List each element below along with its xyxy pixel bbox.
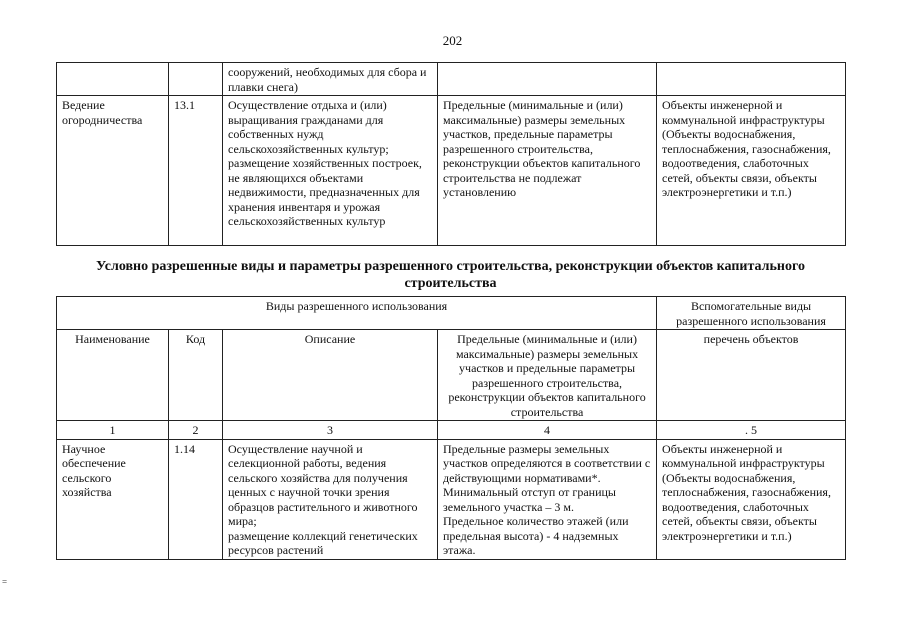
- params-paragraph: Предельное количество этажей (или предельная высота) - 4 надземных этажа.: [443, 514, 629, 557]
- cell-name: Ведение огородничества: [57, 96, 169, 246]
- table-permitted-uses-continued: [56, 62, 846, 246]
- description-paragraph: Осуществление научной и селекционной работы, ведения сельского хозяйства для получения ценных с научной точки зрения образцов растительного и животного мира;: [228, 441, 418, 528]
- column-number-row: [57, 421, 846, 440]
- header-auxiliary-uses: Вспомогательные виды разрешенного использования: [657, 297, 846, 330]
- table-conditional-uses: [56, 296, 846, 560]
- table-row: [57, 439, 846, 559]
- params-paragraph: Минимальный отступ от границы земельного участка – 3 м.: [443, 485, 616, 514]
- column-number: 3: [223, 421, 438, 440]
- column-header-code: Код: [169, 330, 223, 421]
- cell-name: Научное обеспечение сельского хозяйства: [57, 439, 169, 559]
- table-header-row: [57, 297, 846, 330]
- column-number: 4: [438, 421, 657, 440]
- section-heading: Условно разрешенные виды и параметры разрешенного строительства, реконструкции объектов капитального строительства: [96, 259, 805, 291]
- cell-code: 1.14: [169, 439, 223, 559]
- cell-params: [438, 63, 657, 96]
- column-number: . 5: [657, 421, 846, 440]
- column-number: 1: [57, 421, 169, 440]
- cell-code: [169, 63, 223, 96]
- cell-auxiliary: [657, 63, 846, 96]
- margin-mark: =: [2, 577, 8, 587]
- cell-params: Предельные (минимальные и (или) максимальные) размеры земельных участков, предельные параметры разрешенного строительства, реконструкции объектов капитального строительства не подлежат установлению: [438, 96, 657, 246]
- cell-description: Осуществление отдыха и (или) выращивания гражданами для собственных нужд сельскохозяйственных культур; размещение хозяйственных построек, не являющихся объектами недвижимости, предназначенных для хранения инвентаря и урожая сельскохозяйственных культур: [223, 96, 438, 246]
- header-permitted-uses: Виды разрешенного использования: [57, 297, 657, 330]
- description-paragraph: размещение коллекций генетических ресурсов растений: [228, 528, 418, 557]
- column-header-name: Наименование: [57, 330, 169, 421]
- page-number: 202: [442, 33, 463, 48]
- column-header-params: Предельные (минимальные и (или) максимальные) размеры земельных участков и предельные параметры разрешенного строительства, реконструкции объектов капитального строительства: [438, 330, 657, 421]
- column-header-description: Описание: [223, 330, 438, 421]
- cell-auxiliary: Объекты инженерной и коммунальной инфраструктуры (Объекты водоснабжения, теплоснабжения, газоснабжения, водоотведения, слаботочных сетей, объекты связи, объекты электроэнергетики и т.п.): [657, 439, 846, 559]
- cell-params: [438, 439, 657, 559]
- cell-description: сооружений, необходимых для сбора и плавки снега): [223, 63, 438, 96]
- cell-auxiliary: Объекты инженерной и коммунальной инфраструктуры (Объекты водоснабжения, теплоснабжения, газоснабжения, водоотведения, слаботочных сетей, объекты связи, объекты электроэнергетики и т.п.): [657, 96, 846, 246]
- table-header-row: [57, 330, 846, 421]
- table-row: [57, 63, 846, 96]
- cell-code: 13.1: [169, 96, 223, 246]
- column-header-aux-list: перечень объектов: [657, 330, 846, 421]
- cell-description: [223, 439, 438, 559]
- cell-name: [57, 63, 169, 96]
- column-number: 2: [169, 421, 223, 440]
- table-row: [57, 96, 846, 246]
- params-paragraph: Предельные размеры земельных участков определяются в соответствии с действующими нормативами*.: [443, 441, 651, 485]
